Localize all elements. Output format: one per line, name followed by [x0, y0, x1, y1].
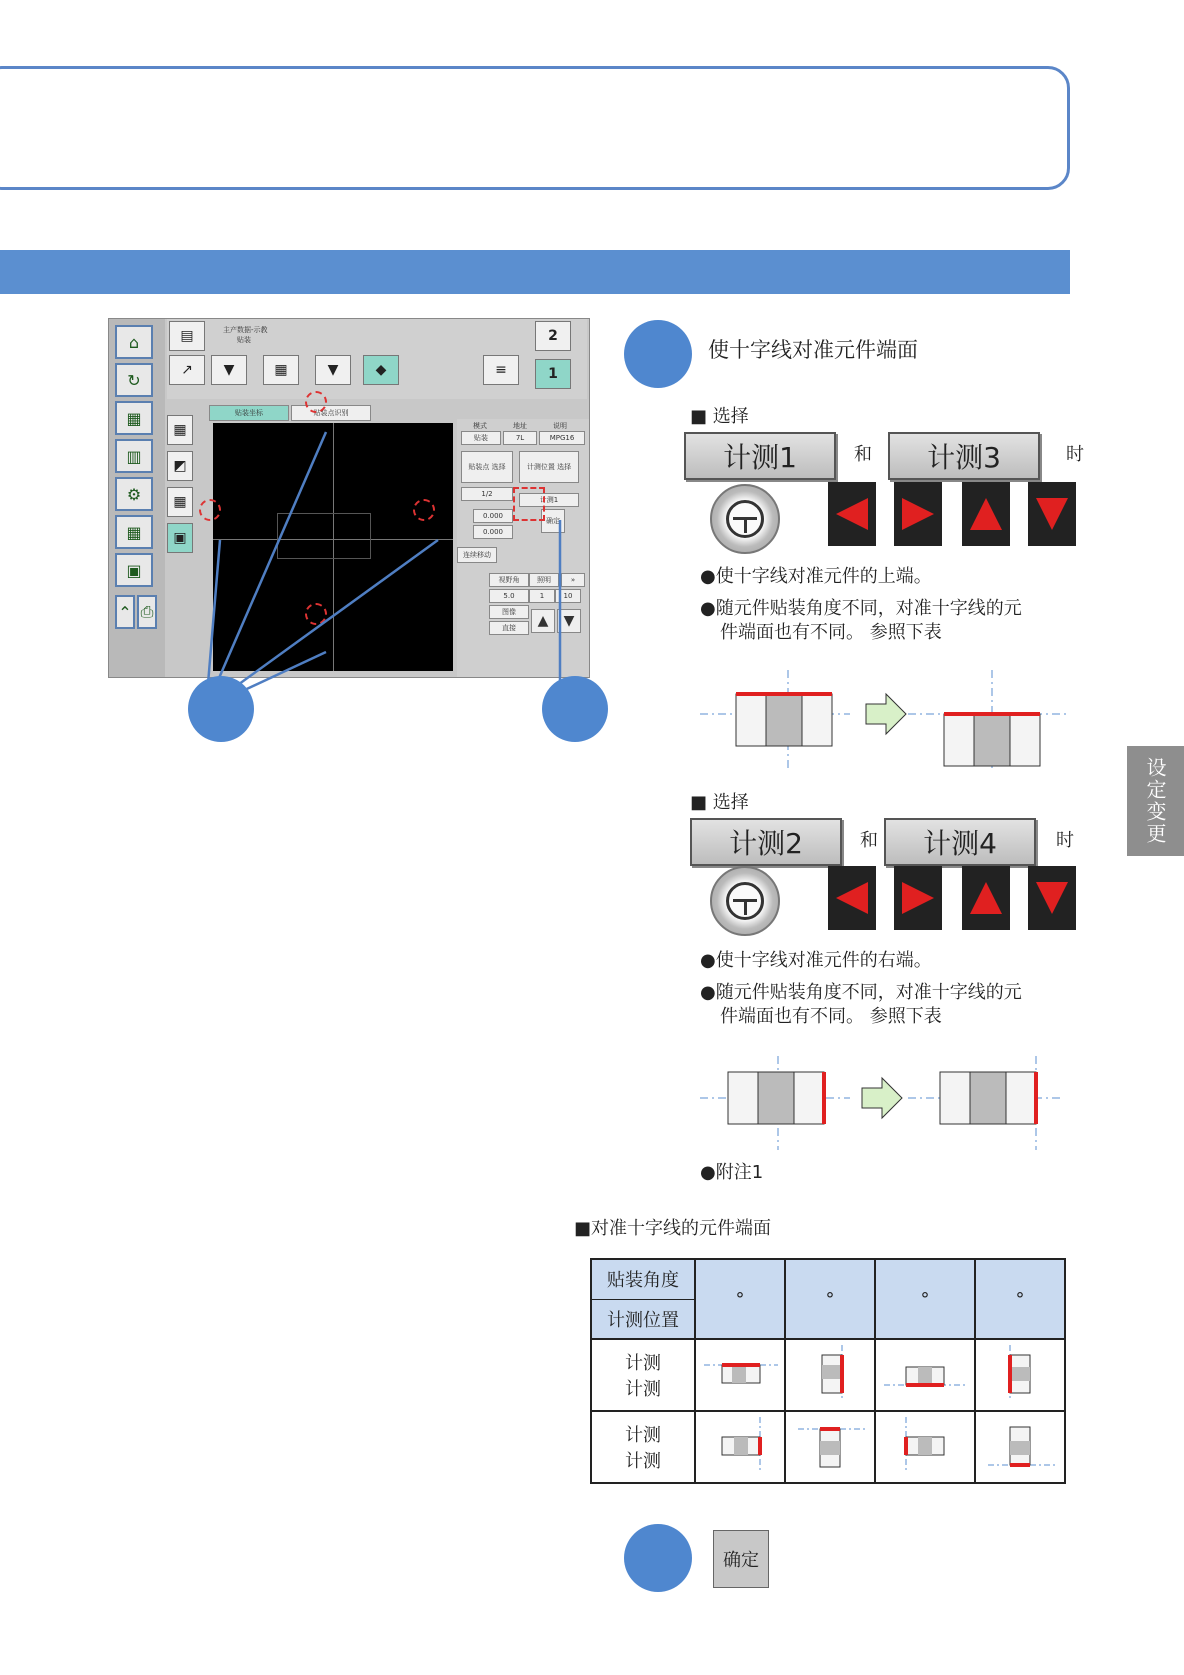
pick-icon[interactable]: ▼: [315, 355, 351, 385]
feeder-icon[interactable]: ▣: [115, 553, 153, 587]
cell-r2-c3: [875, 1411, 975, 1483]
cell-r2-c1: [695, 1411, 785, 1483]
ui-col-desc: 说明: [553, 422, 567, 430]
jog-knob-icon[interactable]: [710, 484, 780, 554]
ui-title-2: 贴装: [237, 336, 251, 344]
highlight-top: [305, 391, 327, 413]
tool-d-icon[interactable]: ▣: [167, 523, 193, 553]
select-label-a: ■ 选择: [690, 406, 749, 427]
right-arrow-icon[interactable]: [894, 482, 942, 546]
ui-left-toolbar: [109, 319, 165, 677]
measure1-button[interactable]: 计测1: [684, 432, 836, 480]
ui-v2: 1: [529, 589, 555, 603]
side-tab[interactable]: 设定变更: [1127, 746, 1184, 856]
camera-view: [213, 423, 453, 671]
ui-right-panel: [457, 419, 589, 677]
left-arrow-icon[interactable]: [828, 482, 876, 546]
cell-r2-c2: [785, 1411, 875, 1483]
bullet-b2-line1: ●随元件贴装角度不同，对准十字线的元: [700, 982, 1022, 1003]
down-arrow-icon[interactable]: [1028, 866, 1076, 930]
tab-mount-recog[interactable]: 贴装点识别: [291, 405, 371, 421]
step-heading: 使十字线对准元件端面: [708, 338, 918, 362]
jog-knob-icon[interactable]: [710, 866, 780, 936]
counter-2: 2: [535, 321, 571, 351]
tool-c-icon[interactable]: ▦: [167, 487, 193, 517]
select-label-b: ■ 选择: [690, 792, 749, 813]
ui-val-desc: MPG16: [539, 431, 585, 445]
highlight-left: [199, 499, 221, 521]
ui-image: 图像: [489, 605, 529, 619]
callout-circle-2: [542, 676, 608, 742]
section-bar: [0, 250, 1070, 294]
measure2-button[interactable]: 计测2: [690, 818, 842, 866]
ui-top-bar: [167, 319, 587, 399]
diagram-top-edge: [700, 670, 1080, 770]
board-icon[interactable]: ▦: [115, 401, 153, 435]
angle-2: °: [875, 1259, 975, 1339]
bullet-a1: ●使十字线对准元件的上端。: [700, 566, 932, 587]
confirm-button[interactable]: 确定: [713, 1530, 769, 1588]
cell-r1-c4: [975, 1339, 1065, 1411]
cell-r2-c4: [975, 1411, 1065, 1483]
alignment-table: [590, 1258, 1066, 1484]
more-icon[interactable]: »: [561, 573, 585, 587]
rotate-icon[interactable]: ↻: [115, 363, 153, 397]
tool-a-icon[interactable]: ▦: [167, 415, 193, 445]
hdr-position: 计测位置: [591, 1299, 695, 1339]
measure-pos-button[interactable]: 计测位置 选择: [519, 451, 579, 483]
when-label-b: 时: [1056, 830, 1074, 851]
down-arrow-icon[interactable]: ▼: [557, 609, 581, 633]
counter-1: 1: [535, 359, 571, 389]
step-circle: [624, 320, 692, 388]
bullet-a2-line2: 件端面也有不同。 参照下表: [720, 622, 942, 643]
header-frame: [0, 66, 1070, 190]
part-icon[interactable]: ▦: [263, 355, 299, 385]
angle-0: °: [695, 1259, 785, 1339]
program-icon[interactable]: ▤: [169, 321, 205, 351]
diagram-right-edge: [700, 1056, 1080, 1150]
measure4-button[interactable]: 计测4: [884, 818, 1036, 866]
hdr-angle: 贴装角度: [591, 1259, 695, 1299]
angle-1: °: [785, 1259, 875, 1339]
graph-icon[interactable]: ↗: [169, 355, 205, 385]
camera-icon[interactable]: ◆: [363, 355, 399, 385]
down-arrow-icon[interactable]: [1028, 482, 1076, 546]
ui-direct: 直接: [489, 621, 529, 635]
select-point-button[interactable]: 贴装点 选择: [461, 451, 513, 483]
right-arrow-icon[interactable]: [894, 866, 942, 930]
nozzle-icon[interactable]: ▼: [211, 355, 247, 385]
up-arrow-icon[interactable]: ▲: [531, 609, 555, 633]
cell-r1-c2: [785, 1339, 875, 1411]
up-chevron-icon[interactable]: ⌃: [115, 595, 135, 629]
ui-val-addr: 7L: [503, 431, 537, 445]
highlight-confirm: [513, 487, 545, 521]
bullet-b2-line2: 件端面也有不同。 参照下表: [720, 1006, 942, 1027]
bullet-b1: ●使十字线对准元件的右端。: [700, 950, 932, 971]
ui-val-mode: 贴装: [461, 431, 501, 445]
measure3-button[interactable]: 计测3: [888, 432, 1040, 480]
tool-b-icon[interactable]: ◩: [167, 451, 193, 481]
bullet-a2-line1: ●随元件贴装角度不同，对准十字线的元: [700, 598, 1022, 619]
machine-ui-screenshot: [108, 318, 590, 678]
ui-col-addr: 地址: [513, 422, 527, 430]
ui-title-1: 主产数据-示教: [223, 326, 268, 334]
printer-icon[interactable]: ⎙: [137, 595, 157, 629]
note-1: ●附注1: [700, 1162, 764, 1183]
when-label-a: 时: [1066, 444, 1084, 465]
ui-v1: 5.0: [489, 589, 529, 603]
angle-3: °: [975, 1259, 1065, 1339]
ui-page: 1/2: [461, 487, 513, 501]
and-label-b: 和: [860, 830, 878, 851]
tools-icon[interactable]: ⚙: [115, 477, 153, 511]
ui-brightness: 照明: [529, 573, 559, 587]
up-arrow-icon[interactable]: [962, 866, 1010, 930]
cell-r1-c1: [695, 1339, 785, 1411]
continuous-move-button[interactable]: 连续移动: [457, 547, 497, 563]
row2-label: 计测 计测: [591, 1411, 695, 1483]
left-arrow-icon[interactable]: [828, 866, 876, 930]
measure1-label: 计测1: [519, 493, 579, 507]
ui-col-mode: 模式: [473, 422, 487, 430]
tab-mount-coords[interactable]: 贴装坐标: [209, 405, 289, 421]
home-icon[interactable]: ⌂: [115, 325, 153, 359]
ui-confirm-button[interactable]: 确定: [541, 509, 565, 533]
ui-view-angle: 视野角: [489, 573, 529, 587]
cell-r1-c3: [875, 1339, 975, 1411]
ui-val-b: 0.000: [473, 525, 513, 539]
up-arrow-icon[interactable]: [962, 482, 1010, 546]
ui-val-a: 0.000: [473, 509, 513, 523]
board-edit-icon[interactable]: ▦: [115, 515, 153, 549]
list-icon[interactable]: ≡: [483, 355, 519, 385]
chart-icon[interactable]: ▥: [115, 439, 153, 473]
row1-label: 计测 计测: [591, 1339, 695, 1411]
and-label-a: 和: [854, 444, 872, 465]
highlight-right: [413, 499, 435, 521]
step-circle-bottom: [624, 1524, 692, 1592]
highlight-bottom: [305, 603, 327, 625]
ui-v3: 10: [555, 589, 581, 603]
table-title: ■对准十字线的元件端面: [574, 1218, 772, 1239]
callout-circle-1: [188, 676, 254, 742]
